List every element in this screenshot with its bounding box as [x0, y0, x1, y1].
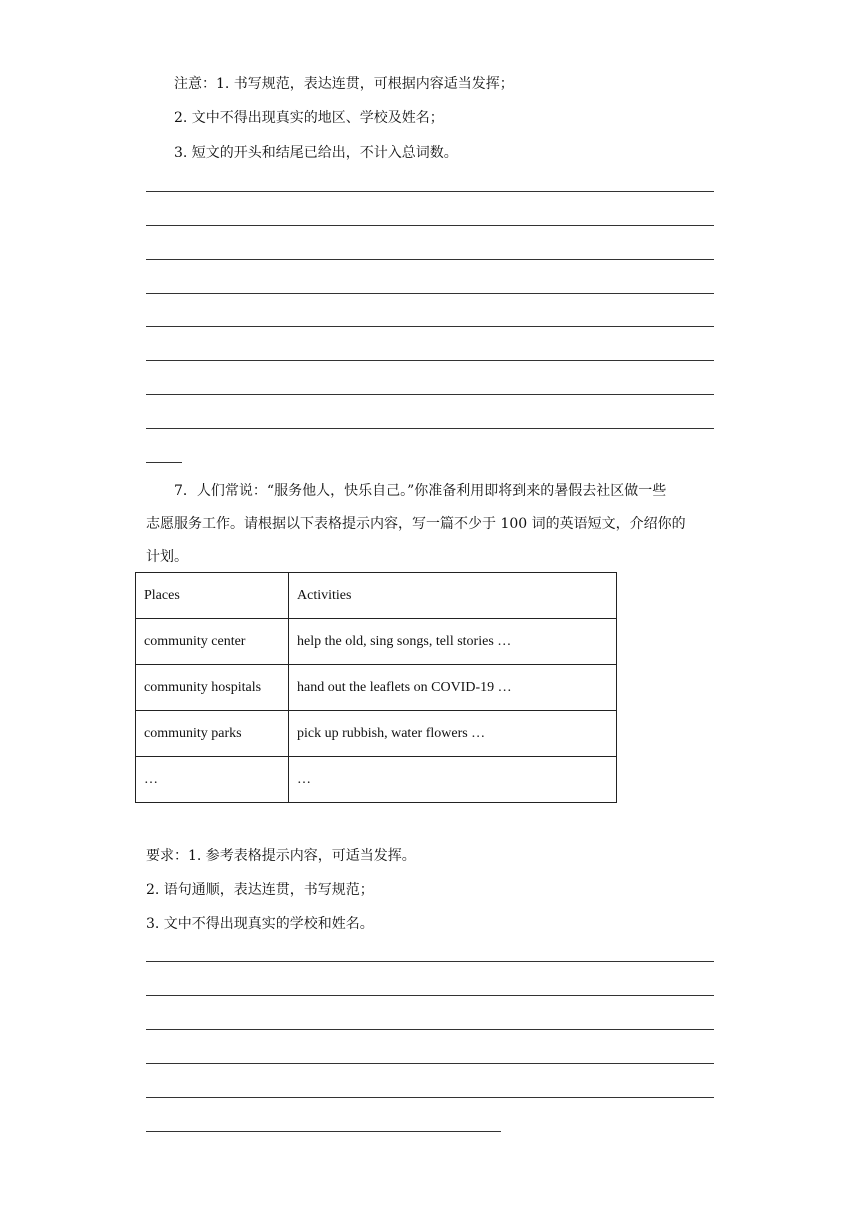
table-cell: pick up rubbish, water flowers …: [289, 711, 617, 757]
answer-line: [146, 293, 714, 294]
table-row: [136, 757, 617, 803]
answer-line: [146, 259, 714, 260]
question-7-line-1: 7．人们常说：“服务他人，快乐自己。”你准备利用即将到来的暑假去社区做一些: [174, 483, 667, 499]
table-row: [136, 711, 617, 757]
answer-line: [146, 1063, 714, 1064]
note-line-3: 3. 短文的开头和结尾已给出，不计入总词数。: [174, 145, 458, 161]
table-header-activities: Activities: [289, 573, 617, 619]
requirement-line-1: 要求：1. 参考表格提示内容，可适当发挥。: [146, 848, 416, 864]
note-line-2: 2. 文中不得出现真实的地区、学校及姓名；: [174, 110, 444, 126]
answer-line: [146, 1097, 714, 1098]
table-cell: community parks: [136, 711, 289, 757]
answer-line: [146, 326, 714, 327]
question-7-line-3: 计划。: [146, 549, 188, 565]
answer-line: [146, 428, 714, 429]
table-row: [136, 619, 617, 665]
requirement-line-2: 2. 语句通顺，表达连贯，书写规范；: [146, 882, 374, 898]
table-cell: community center: [136, 619, 289, 665]
answer-line: [146, 961, 714, 962]
answer-line: [146, 225, 714, 226]
table-cell: …: [289, 757, 617, 803]
answer-line-short: [146, 1131, 501, 1132]
answer-line: [146, 191, 714, 192]
table-row: [136, 665, 617, 711]
requirement-line-3: 3. 文中不得出现真实的学校和姓名。: [146, 916, 374, 932]
places-activities-table: [135, 572, 617, 803]
table-cell: help the old, sing songs, tell stories …: [289, 619, 617, 665]
table-cell: community hospitals: [136, 665, 289, 711]
table-header-row: [136, 573, 617, 619]
note-line-1: 注意：1. 书写规范，表达连贯，可根据内容适当发挥；: [174, 76, 514, 92]
table-header-places: Places: [136, 573, 289, 619]
question-7-line-2: 志愿服务工作。请根据以下表格提示内容，写一篇不少于 100 词的英语短文，介绍你的: [146, 516, 686, 532]
table-cell: hand out the leaflets on COVID-19 …: [289, 665, 617, 711]
answer-line: [146, 360, 714, 361]
answer-line: [146, 394, 714, 395]
answer-line-short: [146, 462, 182, 463]
table-cell: …: [136, 757, 289, 803]
answer-line: [146, 995, 714, 996]
answer-line: [146, 1029, 714, 1030]
